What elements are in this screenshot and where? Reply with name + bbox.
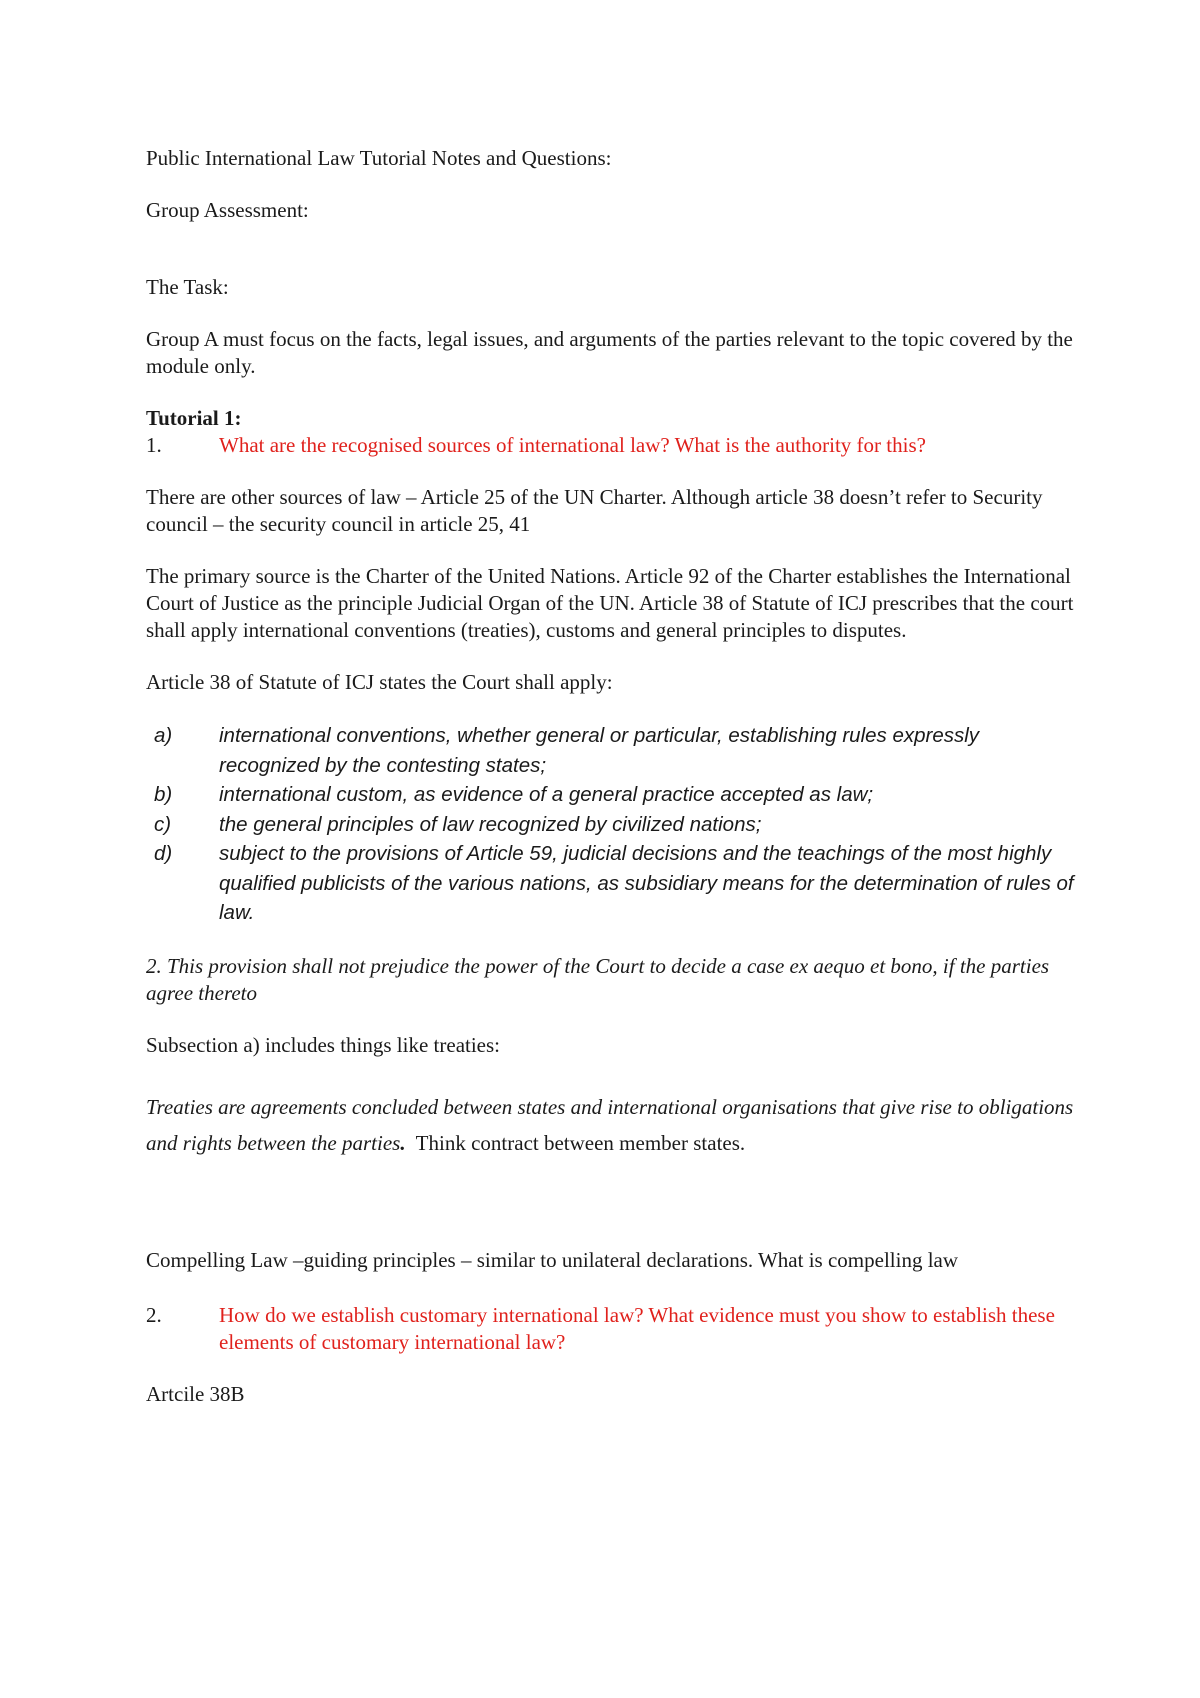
group-assessment-heading: Group Assessment:: [146, 198, 309, 222]
question-1-text: What are the recognised sources of international law? What is the authority for this?: [219, 433, 926, 457]
document-title: Public International Law Tutorial Notes and Questions:: [146, 146, 612, 170]
list-item: [146, 810, 1076, 840]
tutorial-heading: Tutorial 1:: [146, 406, 242, 430]
treaties-paragraph: [146, 1089, 1076, 1161]
question-1-number: 1.: [146, 433, 162, 457]
article-38-intro: Article 38 of Statute of ICJ states the Court shall apply:: [146, 670, 613, 694]
document-page: [146, 145, 1076, 1433]
list-item: [146, 839, 1076, 928]
compelling-law-paragraph: Compelling Law –guiding principles – similar to unilateral declarations. What is compelling law: [146, 1247, 959, 1272]
treaties-definition: Treaties are agreements concluded between states and international organisations that give rise to obligations and rights between the parties: [146, 1094, 1074, 1155]
primary-source-paragraph: The primary source is the Charter of the United Nations. Article 92 of the Charter establishes the International Court of Justice as the principle Judicial Organ of the UN. Article 38 of Statute of ICJ prescribes that the court shall apply international conventions (treaties), customs and general principles to disputes.: [146, 564, 1074, 642]
list-item: [146, 721, 1076, 780]
article-38b-text: Artcile 38B: [146, 1381, 245, 1406]
question-1: [146, 432, 1076, 459]
treaties-period: .: [400, 1130, 406, 1155]
question-2-text: How do we establish customary international law? What evidence must you show to establish these elements of customary international law?: [219, 1302, 1055, 1354]
list-item-text: international custom, as evidence of a general practice accepted as law;: [219, 783, 874, 806]
list-item-text: international conventions, whether general or particular, establishing rules expressly recognized by the contesting states;: [219, 724, 980, 777]
list-item-text: subject to the provisions of Article 59, judicial decisions and the teachings of the most highly qualified publicists of the various nations, as subsidiary means for the determination of rules of law.: [219, 842, 1074, 924]
task-heading: The Task:: [146, 275, 229, 299]
list-item-text: the general principles of law recognized by civilized nations;: [219, 812, 762, 836]
question-2-number: 2.: [146, 1302, 162, 1327]
article-38-list: [146, 721, 1076, 928]
list-item-letter: a): [154, 724, 173, 747]
ex-aequo-paragraph: 2. This provision shall not prejudice the power of the Court to decide a case ex aequo et bono, if the parties agree thereto: [146, 953, 1050, 1005]
list-item: [146, 780, 1076, 810]
question-2: [146, 1302, 1076, 1356]
other-sources-paragraph: There are other sources of law – Article 25 of the UN Charter. Although article 38 doesn’t refer to Security council – the security council in article 25, 41: [146, 485, 1043, 536]
spacer: [146, 249, 1076, 274]
treaties-note: Think contract between member states.: [405, 1130, 746, 1155]
subsection-a-paragraph: Subsection a) includes things like treaties:: [146, 1032, 501, 1057]
list-item-letter: d): [154, 842, 173, 865]
list-item-letter: c): [154, 812, 172, 836]
spacer: [146, 1186, 1076, 1244]
list-item-letter: b): [154, 783, 173, 806]
task-text: Group A must focus on the facts, legal issues, and arguments of the parties relevant to the topic covered by the module only.: [146, 327, 1073, 378]
